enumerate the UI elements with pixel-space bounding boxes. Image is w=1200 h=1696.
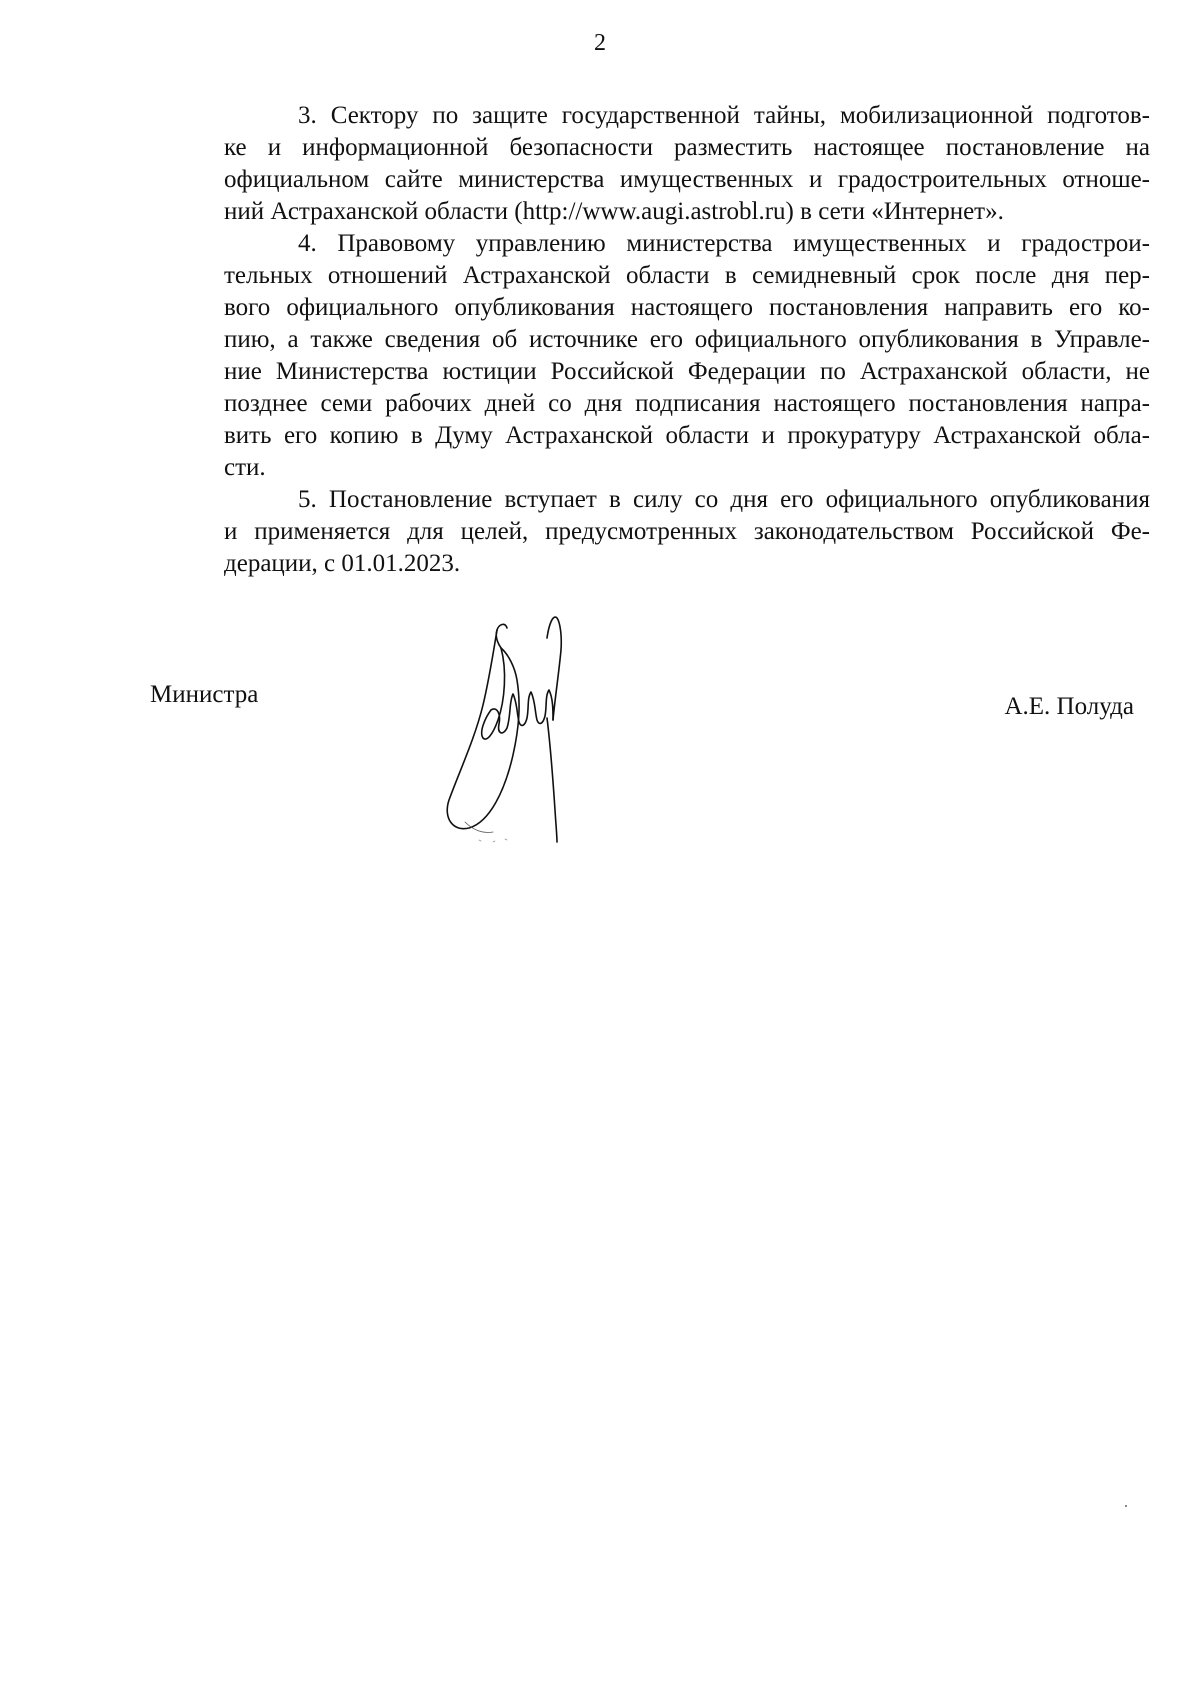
paragraph-line: 3. Сектору по защите государственной тайны, мобилизационной подготов- [298,102,1150,129]
paragraph-line: вить его копию в Думу Астраханской области и прокуратуру Астраханской обла- [224,422,1150,449]
paragraph-line: пию, а также сведения об источнике его официального опубликования в Управле- [224,326,1150,353]
signatory-name: А.Е. Полуда [1004,693,1134,720]
paragraph-5 [150,484,1150,580]
page-number: 2 [594,30,606,56]
paragraph-line: тельных отношений Астраханской области в семидневный срок после дня пер- [224,262,1150,289]
paragraph-line: дерации, с 01.01.2023. [224,550,461,577]
paragraph-4 [150,228,1150,484]
document-body [150,100,1150,580]
paragraph-line: ние Министерства юстиции Российской Федерации по Астраханской области, не [224,358,1150,385]
paragraph-line: сти. [224,454,266,481]
scan-artifact [1125,1505,1127,1507]
paragraph-line: 4. Правовому управлению министерства имущественных и градострои- [298,230,1150,257]
signature-block [150,680,1150,860]
paragraph-line: позднее семи рабочих дней со дня подписания настоящего постановления напра- [224,390,1150,417]
paragraph-3 [150,100,1150,228]
paragraph-line: официальном сайте министерства имущественных и градостроительных отноше- [224,166,1150,193]
handwritten-signature [435,610,585,860]
signatory-title: Министра [150,681,259,708]
paragraph-line: ке и информационной безопасности разместить настоящее постановление на [224,134,1150,161]
paragraph-line: и применяется для целей, предусмотренных законодательством Российской Фе- [224,518,1150,545]
paragraph-line: вого официального опубликования настоящего постановления направить его ко- [224,294,1150,321]
paragraph-line: ний Астраханской области (http://www.augi.astrobl.ru) в сети «Интернет». [224,198,1004,225]
paragraph-line: 5. Постановление вступает в силу со дня его официального опубликования [298,486,1150,513]
